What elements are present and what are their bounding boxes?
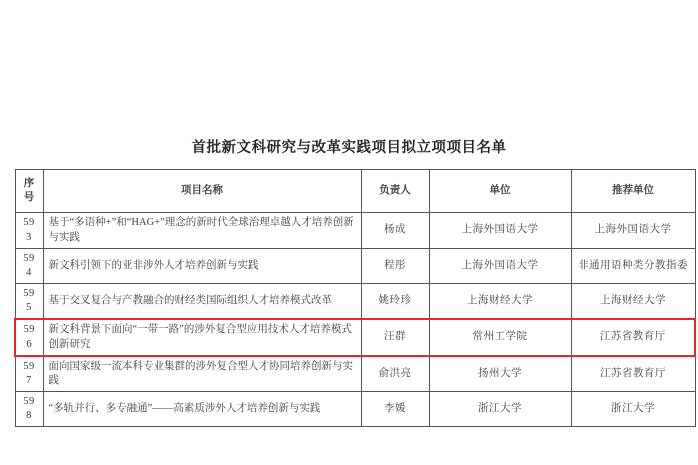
- project-table: [14, 169, 696, 427]
- table-row: [15, 248, 695, 283]
- table-row: [15, 356, 695, 392]
- cell-serial-number: 597: [15, 356, 43, 392]
- cell-unit: 上海财经大学: [429, 284, 571, 320]
- cell-project-name: 基于“多语种+”和“HAG+”理念的新时代全球治理卓越人才培养创新与实践: [43, 213, 361, 248]
- table-body: [15, 213, 695, 427]
- cell-recommender: 上海外国语大学: [571, 213, 695, 248]
- cell-leader: 杨成: [361, 213, 429, 248]
- column-header-recommender: 推荐单位: [571, 170, 695, 213]
- column-header-unit: 单位: [429, 170, 571, 213]
- cell-project-name: 新文科背景下面向“一带一路”的涉外复合型应用技术人才培养模式创新研究: [43, 319, 361, 355]
- cell-recommender: 江苏省教育厅: [571, 319, 695, 355]
- cell-unit: 常州工学院: [429, 319, 571, 355]
- table-header-row: [15, 170, 695, 213]
- cell-serial-number: 593: [15, 213, 43, 248]
- cell-leader: 李媛: [361, 392, 429, 427]
- cell-recommender: 上海财经大学: [571, 284, 695, 320]
- column-header-project-name: 项目名称: [43, 170, 361, 213]
- cell-recommender: 非通用语种类分教指委: [571, 248, 695, 283]
- cell-serial-number: 598: [15, 392, 43, 427]
- cell-recommender: 浙江大学: [571, 392, 695, 427]
- cell-unit: 浙江大学: [429, 392, 571, 427]
- page-title: 首批新文科研究与改革实践项目拟立项项目名单: [191, 140, 507, 156]
- cell-unit: 上海外国语大学: [429, 213, 571, 248]
- cell-project-name: 面向国家级一流本科专业集群的涉外复合型人才协同培养创新与实践: [43, 356, 361, 392]
- cell-serial-number: 594: [15, 248, 43, 283]
- table-row: [15, 319, 695, 355]
- cell-recommender: 江苏省教育厅: [571, 356, 695, 392]
- column-header-serial: 序号: [15, 170, 43, 213]
- cell-leader: 程彤: [361, 248, 429, 283]
- cell-project-name: 新文科引领下的亚非涉外人才培养创新与实践: [43, 248, 361, 283]
- cell-leader: 俞洪亮: [361, 356, 429, 392]
- cell-serial-number: 596: [15, 319, 43, 355]
- cell-unit: 上海外国语大学: [429, 248, 571, 283]
- table-row: [15, 284, 695, 320]
- cell-project-name: “多轨并行、多专融通”——高素质涉外人才培养创新与实践: [43, 392, 361, 427]
- cell-leader: 汪群: [361, 319, 429, 355]
- column-header-leader: 负责人: [361, 170, 429, 213]
- cell-project-name: 基于交叉复合与产教融合的财经类国际组织人才培养模式改革: [43, 284, 361, 320]
- cell-serial-number: 595: [15, 284, 43, 320]
- table-row: [15, 213, 695, 248]
- cell-leader: 姚玲珍: [361, 284, 429, 320]
- table-row: [15, 392, 695, 427]
- cell-unit: 扬州大学: [429, 356, 571, 392]
